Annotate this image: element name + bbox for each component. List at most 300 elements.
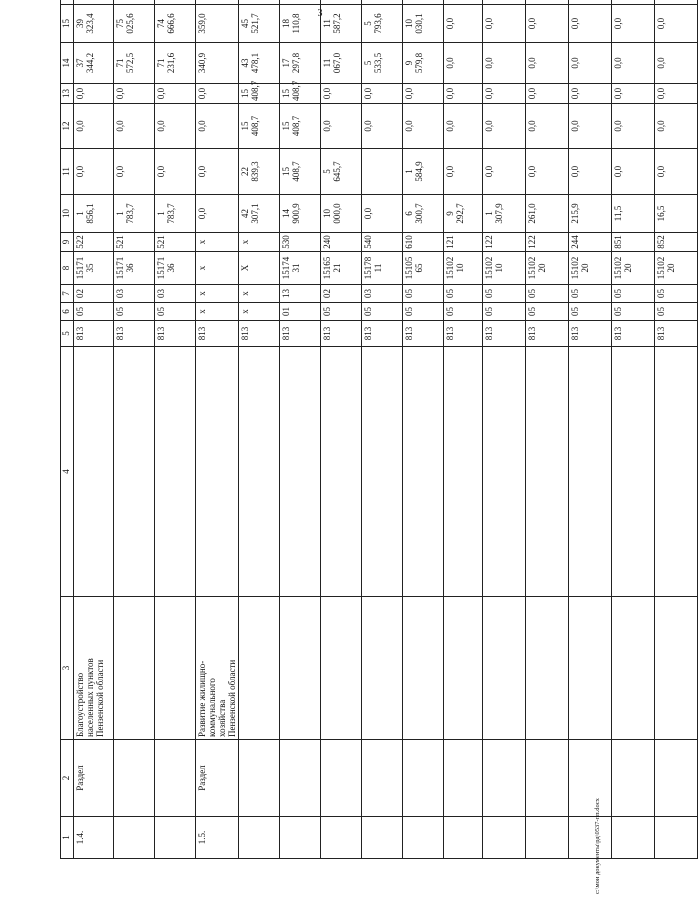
cell-line: 340,9 — [197, 52, 207, 74]
cell-line: коммунального — [207, 678, 217, 737]
table-cell-col15 — [526, 5, 569, 43]
cell-line: 000,0 — [332, 203, 342, 224]
cell-line: 0,0 — [445, 57, 455, 69]
table-cell-col1 — [280, 817, 321, 859]
cell-line: 359,0 — [197, 13, 207, 34]
table-row — [655, 0, 698, 859]
cell-line: 15105 — [404, 256, 414, 280]
cell-line — [404, 0, 414, 2]
table-cell-col8 — [403, 252, 444, 285]
cell-line: 0,0 — [570, 57, 580, 69]
table-cell-col6: 05 — [403, 303, 444, 321]
cell-line: 307,1 — [250, 203, 260, 224]
table-cell-col6: 05 — [114, 303, 155, 321]
table-cell-col16 — [403, 0, 444, 5]
header-cell: 2 — [61, 740, 74, 817]
table-cell-col11 — [403, 149, 444, 195]
table-cell-col5: 813 — [280, 321, 321, 347]
table-cell-col13: 0,0 — [155, 84, 196, 104]
table-cell-col12: 0,0 — [444, 104, 483, 149]
table-cell-col12: 0,0 — [403, 104, 444, 149]
table-cell-col14 — [444, 43, 483, 84]
table-row — [526, 0, 569, 859]
table-cell-col6: х — [239, 303, 280, 321]
cell-line: 36 — [125, 263, 135, 273]
header-cell: 6 — [61, 303, 74, 321]
table-cell-col2 — [155, 740, 196, 817]
cell-line — [322, 0, 332, 2]
cell-line: 0,0 — [527, 57, 537, 69]
cell-line: 5 — [363, 60, 373, 66]
table-cell-col13: 0,0 — [403, 84, 444, 104]
budget-table-container — [60, 13, 676, 859]
table-cell-col6: 05 — [74, 303, 114, 321]
table-cell-col8 — [114, 252, 155, 285]
cell-line: 10 — [455, 263, 465, 273]
cell-line: 572,5 — [125, 52, 135, 74]
table-cell-col15 — [74, 5, 114, 43]
cell-line: 215,9 — [570, 203, 580, 224]
table-row — [569, 0, 612, 859]
table-cell-col2 — [444, 740, 483, 817]
table-cell-col12: 0,0 — [526, 104, 569, 149]
table-cell-col4 — [196, 347, 239, 597]
cell-line: 11,5 — [613, 205, 623, 222]
cell-line — [197, 0, 207, 2]
table-cell-col10 — [444, 195, 483, 233]
table-cell-col6: 05 — [362, 303, 403, 321]
table-cell-col12 — [239, 104, 280, 149]
table-cell-col14 — [280, 43, 321, 84]
header-cell: 14 — [61, 43, 74, 84]
cell-line: 17 — [281, 58, 291, 68]
cell-line: Развитие жилищно- — [197, 660, 207, 737]
cell-line: 43 — [240, 58, 250, 68]
cell-line — [250, 0, 260, 2]
cell-line: 21 — [332, 263, 342, 273]
cell-line: 645,7 — [332, 161, 342, 182]
cell-line: 0,0 — [363, 207, 373, 220]
cell-line: 9 — [445, 211, 455, 216]
cell-line: 579,8 — [414, 52, 424, 74]
table-cell-col2 — [612, 740, 655, 817]
header-cell: 8 — [61, 252, 74, 285]
table-cell-col11: 0,0 — [483, 149, 526, 195]
table-cell-col11: 0,0 — [526, 149, 569, 195]
table-cell-col13: 0,0 — [483, 84, 526, 104]
cell-line: 16,5 — [656, 205, 666, 222]
table-cell-col1 — [483, 817, 526, 859]
table-cell-col14 — [483, 43, 526, 84]
table-cell-col15 — [444, 5, 483, 43]
cell-line: 900,9 — [291, 203, 301, 224]
cell-line: 783,7 — [166, 203, 176, 224]
table-cell-col3 — [612, 597, 655, 740]
table-cell-col11: 0,0 — [74, 149, 114, 195]
table-cell-col12 — [280, 104, 321, 149]
cell-line: 11 — [373, 263, 383, 273]
table-cell-col16 — [114, 0, 155, 5]
budget-table — [60, 0, 698, 859]
table-cell-col13: 0,0 — [114, 84, 155, 104]
cell-line — [527, 0, 537, 2]
table-cell-col12: 0,0 — [483, 104, 526, 149]
table-row — [114, 0, 155, 859]
table-cell-col2 — [655, 740, 698, 817]
table-cell-col5: 813 — [569, 321, 612, 347]
table-cell-col10 — [114, 195, 155, 233]
cell-line — [291, 0, 301, 2]
table-cell-col2 — [526, 740, 569, 817]
table-row — [403, 0, 444, 859]
table-cell-col13 — [239, 80, 280, 104]
header-cell: 12 — [61, 104, 74, 149]
table-cell-col2 — [403, 740, 444, 817]
cell-line: 15102 — [445, 256, 455, 280]
table-cell-col2 — [321, 740, 362, 817]
table-cell-col2 — [569, 740, 612, 817]
table-cell-col10 — [403, 195, 444, 233]
table-cell-col16 — [612, 0, 655, 5]
cell-line: 15102 — [484, 256, 494, 280]
table-cell-col14 — [655, 43, 698, 84]
cell-line: 71 — [156, 58, 166, 68]
table-row — [612, 0, 655, 859]
table-cell-col4 — [280, 347, 321, 597]
table-cell-col9: 122 — [483, 233, 526, 252]
table-cell-col3 — [74, 597, 114, 740]
table-cell-col15 — [196, 5, 239, 43]
table-cell-col4 — [362, 347, 403, 597]
table-cell-col1 — [444, 817, 483, 859]
table-cell-col7: 03 — [362, 285, 403, 303]
cell-line: 20 — [666, 263, 676, 273]
cell-line: 0,0 — [613, 57, 623, 69]
header-cell: 13 — [61, 84, 74, 104]
table-cell-col16 — [321, 0, 362, 5]
table-cell-col5: 813 — [403, 321, 444, 347]
table-cell-col13: 0,0 — [362, 84, 403, 104]
table-cell-col14 — [612, 43, 655, 84]
cell-line: 0,0 — [484, 57, 494, 69]
file-path: c:\мои документы\рд\0537-пп.docx — [594, 798, 601, 894]
cell-line: 15 — [281, 121, 291, 131]
table-cell-col11 — [239, 149, 280, 195]
cell-line: 10 — [494, 263, 504, 273]
table-cell-col16 — [444, 0, 483, 5]
cell-line: 0,0 — [656, 17, 666, 30]
table-cell-col9: 852 — [655, 233, 698, 252]
table-cell-col16 — [196, 0, 239, 5]
table-cell-col15 — [321, 5, 362, 43]
table-row — [444, 0, 483, 859]
table-cell-col16 — [74, 0, 114, 5]
table-cell-col1 — [362, 817, 403, 859]
table-cell-col4 — [655, 347, 698, 597]
table-cell-col10 — [321, 195, 362, 233]
table-cell-col5: 813 — [321, 321, 362, 347]
table-cell-col15 — [114, 5, 155, 43]
table-cell-col6: х — [196, 303, 239, 321]
cell-line: 15171 — [115, 256, 125, 280]
table-cell-col1: 1.5. — [196, 817, 239, 859]
cell-line — [445, 0, 455, 2]
cell-line: 408,7 — [250, 115, 260, 137]
cell-line: 300,7 — [414, 203, 424, 224]
cell-line — [240, 0, 250, 2]
table-cell-col11 — [362, 149, 403, 195]
table-cell-col16 — [239, 0, 280, 5]
table-cell-col1 — [569, 817, 612, 859]
table-cell-col12: 0,0 — [74, 104, 114, 149]
cell-line: 0,0 — [527, 17, 537, 30]
table-cell-col14 — [239, 43, 280, 84]
table-cell-col10 — [483, 195, 526, 233]
cell-line: 10 — [404, 19, 414, 28]
table-cell-col3 — [280, 597, 321, 740]
table-cell-col8 — [483, 252, 526, 285]
table-cell-col12: 0,0 — [569, 104, 612, 149]
table-cell-col8 — [280, 252, 321, 285]
cell-line: 408,7 — [291, 115, 301, 137]
cell-line: Благоустройство — [75, 672, 85, 737]
cell-line — [332, 0, 342, 2]
table-cell-col8 — [321, 252, 362, 285]
cell-line: 11 — [322, 58, 332, 68]
table-cell-col2 — [239, 740, 280, 817]
table-cell-col7: х — [239, 285, 280, 303]
table-cell-col4 — [569, 347, 612, 597]
table-cell-col9: х — [196, 233, 239, 252]
cell-line: 1 — [115, 211, 125, 216]
cell-line: х — [197, 265, 207, 271]
table-cell-col7: 05 — [526, 285, 569, 303]
cell-line: 15 — [240, 89, 250, 98]
cell-line: Пензенской области — [227, 659, 237, 737]
cell-line — [115, 0, 125, 2]
table-row — [239, 0, 280, 859]
table-cell-col7: 05 — [483, 285, 526, 303]
cell-line: 15178 — [363, 256, 373, 280]
cell-line: 11 — [322, 19, 332, 28]
cell-line: 18 — [281, 19, 291, 28]
table-cell-col5: 813 — [444, 321, 483, 347]
cell-line: 323,4 — [85, 13, 95, 34]
table-cell-col1 — [239, 817, 280, 859]
table-cell-col6: 05 — [612, 303, 655, 321]
table-cell-col7: 05 — [655, 285, 698, 303]
cell-line: 297,8 — [291, 52, 301, 74]
table-cell-col9: 530 — [280, 233, 321, 252]
cell-line: 9 — [404, 60, 414, 66]
table-cell-col8 — [239, 252, 280, 285]
table-row — [280, 0, 321, 859]
table-cell-col9: 521 — [114, 233, 155, 252]
cell-line: 15171 — [156, 256, 166, 280]
cell-line: 15 — [281, 167, 291, 176]
cell-line: 20 — [537, 263, 547, 273]
header-cell: 4 — [61, 347, 74, 597]
table-cell-col11: 0,0 — [569, 149, 612, 195]
table-cell-col13: 0,0 — [655, 84, 698, 104]
cell-line — [570, 0, 580, 2]
table-row — [155, 0, 196, 859]
table-cell-col13: 0,0 — [321, 84, 362, 104]
table-cell-col10 — [239, 195, 280, 233]
table-cell-col1 — [526, 817, 569, 859]
page-number: 3 — [317, 8, 323, 19]
table-cell-col12: 0,0 — [612, 104, 655, 149]
cell-line: 15171 — [75, 256, 85, 280]
cell-line: 20 — [623, 263, 633, 273]
table-cell-col11: 0,0 — [444, 149, 483, 195]
table-cell-col8 — [444, 252, 483, 285]
cell-line — [75, 0, 85, 2]
table-cell-col5: 813 — [114, 321, 155, 347]
table-cell-col2 — [280, 740, 321, 817]
cell-line: 0,0 — [570, 17, 580, 30]
table-cell-col10 — [196, 195, 239, 233]
cell-line: 1 — [75, 211, 85, 216]
cell-line: 478,1 — [250, 52, 260, 74]
cell-line: 584,9 — [414, 161, 424, 182]
cell-line — [166, 0, 176, 2]
cell-line: 31 — [291, 263, 301, 273]
table-row — [74, 0, 114, 859]
table-cell-col4 — [74, 347, 114, 597]
table-cell-col3 — [362, 597, 403, 740]
table-cell-col8 — [74, 252, 114, 285]
table-cell-col3 — [403, 597, 444, 740]
cell-line — [414, 0, 424, 2]
cell-line: 36 — [166, 263, 176, 273]
cell-line — [656, 0, 666, 2]
table-cell-col8 — [569, 252, 612, 285]
cell-line: 45 — [240, 19, 250, 28]
cell-line: 408,7 — [291, 161, 301, 182]
table-cell-col15 — [280, 5, 321, 43]
cell-line: 587,2 — [332, 13, 342, 34]
table-cell-col14 — [526, 43, 569, 84]
table-cell-col1 — [403, 817, 444, 859]
table-cell-col9: 610 — [403, 233, 444, 252]
table-cell-col13: 0,0 — [196, 84, 239, 104]
table-cell-col16 — [362, 0, 403, 5]
table-cell-col13: 0,0 — [569, 84, 612, 104]
table-cell-col14 — [196, 43, 239, 84]
table-cell-col9: 521 — [155, 233, 196, 252]
table-cell-col8 — [155, 252, 196, 285]
table-cell-col10 — [280, 195, 321, 233]
table-cell-col7: 03 — [114, 285, 155, 303]
table-cell-col4 — [403, 347, 444, 597]
cell-line: 20 — [580, 263, 590, 273]
cell-line — [363, 0, 373, 2]
table-cell-col4 — [114, 347, 155, 597]
header-cell — [61, 0, 74, 5]
table-cell-col9: 522 — [74, 233, 114, 252]
table-cell-col15 — [362, 5, 403, 43]
table-cell-col4 — [155, 347, 196, 597]
cell-line: 74 — [156, 19, 166, 28]
table-cell-col16 — [280, 0, 321, 5]
table-cell-col10 — [612, 195, 655, 233]
table-cell-col4 — [239, 347, 280, 597]
cell-line: 15 — [281, 89, 291, 98]
cell-line: 15165 — [322, 256, 332, 280]
table-cell-col10 — [655, 195, 698, 233]
table-cell-col6: 05 — [155, 303, 196, 321]
cell-line: 5 — [363, 21, 373, 26]
table-cell-col2: Раздел — [74, 740, 114, 817]
cell-line: 1 — [404, 169, 414, 174]
table-cell-col10 — [155, 195, 196, 233]
table-cell-col10 — [362, 195, 403, 233]
table-cell-col12: 0,0 — [114, 104, 155, 149]
cell-line: 856,1 — [85, 203, 95, 224]
table-cell-col1 — [612, 817, 655, 859]
header-cell: 11 — [61, 149, 74, 195]
cell-line: 22 — [240, 167, 250, 176]
table-row — [321, 0, 362, 859]
table-cell-col6: 05 — [569, 303, 612, 321]
cell-line: 6 — [404, 211, 414, 216]
cell-line: 10 — [322, 209, 332, 218]
table-cell-col11: 0,0 — [114, 149, 155, 195]
cell-line: 5 — [322, 169, 332, 174]
table-cell-col15 — [403, 5, 444, 43]
cell-line: 75 — [115, 19, 125, 28]
cell-line — [85, 0, 95, 2]
table-cell-col8 — [612, 252, 655, 285]
cell-line: 15174 — [281, 256, 291, 280]
table-cell-col1 — [321, 817, 362, 859]
cell-line: 15102 — [613, 256, 623, 280]
cell-line: 0,0 — [613, 17, 623, 30]
cell-line: 0,0 — [484, 17, 494, 30]
table-cell-col15 — [612, 5, 655, 43]
cell-line: 408,7 — [291, 80, 301, 101]
table-cell-col9: 121 — [444, 233, 483, 252]
cell-line — [613, 0, 623, 2]
header-cell: 3 — [61, 597, 74, 740]
table-cell-col14 — [155, 43, 196, 84]
cell-line — [156, 0, 166, 2]
header-cell: 9 — [61, 233, 74, 252]
table-cell-col1 — [114, 817, 155, 859]
cell-line: 14 — [281, 209, 291, 218]
table-cell-col7: х — [196, 285, 239, 303]
table-cell-col15 — [483, 5, 526, 43]
table-cell-col8 — [362, 252, 403, 285]
table-cell-col2 — [362, 740, 403, 817]
cell-line: Х — [240, 264, 250, 272]
cell-line: 030,1 — [414, 13, 424, 34]
header-cell: 7 — [61, 285, 74, 303]
cell-line: 110,8 — [291, 13, 301, 34]
table-cell-col14 — [114, 43, 155, 84]
cell-line: 231,6 — [166, 52, 176, 74]
header-row — [61, 0, 74, 859]
cell-line: 1 — [484, 211, 494, 216]
cell-line: 344,2 — [85, 52, 95, 74]
table-cell-col5: 813 — [155, 321, 196, 347]
table-cell-col1 — [655, 817, 698, 859]
table-cell-col14 — [569, 43, 612, 84]
table-cell-col12: 0,0 — [321, 104, 362, 149]
table-cell-col6: 01 — [280, 303, 321, 321]
cell-line: 37 — [75, 58, 85, 68]
